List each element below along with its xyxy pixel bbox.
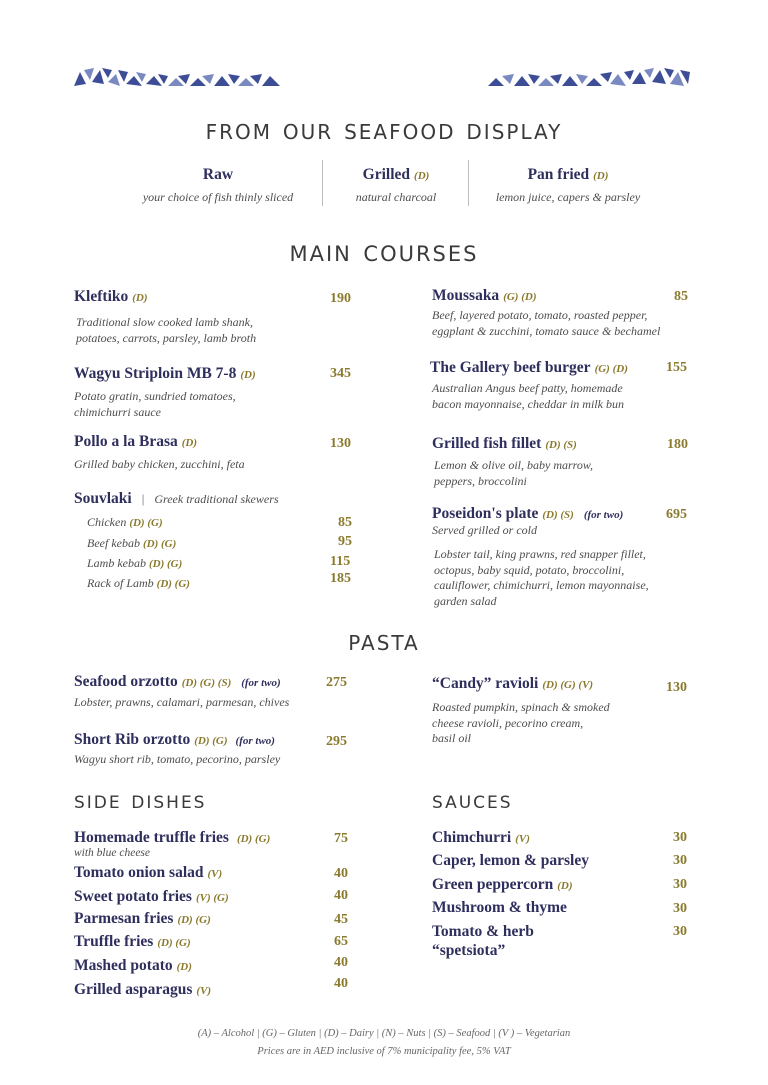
item-name: Parmesan fries — [74, 910, 174, 927]
desc-line: basil oil — [432, 731, 472, 745]
item-name: Mashed potato — [74, 957, 173, 974]
sauce-item — [432, 899, 567, 917]
desc-line: Lobster tail, king prawns, red snapper fillet, — [434, 547, 646, 561]
desc-line: Traditional slow cooked lamb shank, — [76, 315, 253, 329]
item-price: 45 — [334, 912, 348, 927]
item-tag: (D) (G) — [156, 578, 190, 590]
side-dishes-title: side dishes — [74, 786, 207, 814]
item-tag: (D) (G) — [149, 558, 183, 570]
option-desc: your choice of fish thinly sliced — [142, 190, 294, 204]
item-tag: (V) — [196, 985, 212, 997]
item-price: 40 — [334, 955, 348, 970]
item-price: 85 — [338, 515, 352, 530]
item-price: 185 — [330, 571, 351, 586]
item-name: Chimchurri — [432, 829, 512, 846]
item-price: 30 — [673, 830, 687, 845]
souvlaki-item — [87, 576, 190, 593]
dish-price: 130 — [330, 436, 351, 451]
item-price: 30 — [673, 853, 687, 868]
allergen-legend: (A) – Alcohol | (G) – Gluten | (D) – Dairy | (N) – Nuts | (S) – Seafood | (V ) – Vegetarian — [197, 1028, 571, 1039]
item-tag: (D) (G) — [236, 833, 271, 845]
dish-name: Poseidon's plate — [432, 505, 539, 522]
item-name: Rack of Lamb — [87, 576, 154, 590]
side-item — [74, 957, 192, 975]
dish-price: 155 — [666, 360, 687, 375]
dish-moussaka — [432, 287, 536, 305]
divider — [322, 160, 323, 206]
desc-line: garden salad — [434, 593, 497, 608]
dish-tag: (D) (G) — [194, 735, 228, 747]
dish-name: Seafood orzotto — [74, 673, 178, 690]
side-item — [74, 933, 191, 951]
item-price: 40 — [334, 888, 348, 903]
dish-name: Short Rib orzotto — [74, 731, 191, 748]
dish-desc: Greek traditional skewers — [154, 492, 279, 506]
dish-candy-ravioli — [432, 675, 593, 693]
sauce-item — [432, 876, 573, 894]
item-sub: with blue cheese — [74, 847, 151, 859]
dish-tag: (G) (D) — [503, 291, 537, 303]
side-item — [74, 981, 211, 999]
item-price: 65 — [334, 934, 348, 949]
dish-tag: (D) — [132, 292, 148, 304]
dish-kleftiko — [74, 288, 148, 306]
item-price: 30 — [673, 924, 687, 939]
dish-price: 695 — [666, 507, 687, 522]
dish-tag: (D) (S) — [542, 509, 574, 521]
dish-desc: Wagyu short rib, tomato, pecorino, parsley — [74, 752, 281, 766]
option-name: Pan fried — [527, 166, 590, 183]
option-name: Raw — [202, 166, 234, 183]
item-tag: (D) — [176, 961, 192, 973]
seafood-option-grilled — [340, 166, 452, 206]
item-tag: (D) (G) — [177, 914, 211, 926]
item-price: 40 — [334, 976, 348, 991]
souvlaki-item — [87, 515, 163, 532]
dish-name: Moussaka — [432, 287, 500, 304]
dish-pollo-a-la-brasa — [74, 433, 197, 451]
dish-tag: (D) — [240, 369, 256, 381]
option-name: Grilled — [362, 166, 411, 183]
item-tag: (D) (G) — [129, 517, 163, 529]
option-tag: (D) — [414, 170, 430, 182]
side-item — [74, 864, 222, 882]
dish-desc: Lobster, prawns, calamari, parmesan, chives — [74, 695, 290, 709]
dish-seafood-orzotto — [74, 673, 281, 691]
sauce-item — [432, 829, 530, 847]
dish-name: The Gallery beef burger — [430, 359, 591, 376]
item-name: Sweet potato fries — [74, 888, 192, 905]
dish-short-rib-orzotto — [74, 731, 275, 749]
item-name: Tomato onion salad — [74, 864, 204, 881]
dish-tag: (G) (D) — [594, 363, 628, 375]
dish-name: Grilled fish fillet — [432, 435, 542, 452]
item-name: Grilled asparagus — [74, 981, 193, 998]
dish-desc — [76, 315, 256, 346]
item-price: 30 — [673, 901, 687, 916]
item-tag: (V) (G) — [195, 892, 229, 904]
sauces-title: sauces — [432, 786, 513, 814]
desc-line: octopus, baby squid, potato, broccolini, — [434, 562, 625, 577]
mosaic-right-ornament — [484, 64, 696, 90]
for-two-label: (for two) — [241, 677, 281, 689]
dish-desc — [434, 458, 593, 489]
desc-line: Potato gratin, sundried tomatoes, — [74, 389, 236, 403]
item-name: Caper, lemon & parsley — [432, 852, 589, 869]
separator: | — [141, 491, 145, 506]
desc-line: Australian Angus beef patty, homemade — [432, 381, 623, 395]
item-name: Mushroom & thyme — [432, 899, 567, 916]
dish-desc — [432, 381, 624, 412]
sauce-item — [432, 852, 589, 870]
dish-price: 295 — [326, 734, 347, 749]
pasta-title: pasta — [348, 624, 420, 657]
item-name-line2: “spetsiota” — [432, 942, 506, 959]
dish-desc — [74, 389, 236, 420]
dish-tag: (D) (G) (V) — [542, 679, 594, 691]
sauce-item — [432, 922, 534, 960]
item-price: 30 — [673, 877, 687, 892]
dish-price: 130 — [666, 680, 687, 695]
for-two-label: (for two) — [583, 509, 624, 521]
souvlaki-item — [87, 556, 182, 573]
dish-sub: Served grilled or cold — [432, 523, 537, 537]
item-tag: (D) (G) — [157, 937, 191, 949]
dish-price: 190 — [330, 291, 351, 306]
item-name: Beef kebab — [87, 536, 140, 550]
for-two-label: (for two) — [235, 735, 275, 747]
dish-grilled-fish-fillet — [432, 435, 577, 453]
dish-desc: Grilled baby chicken, zucchini, feta — [74, 457, 245, 471]
item-price: 95 — [338, 534, 352, 549]
dish-name: Souvlaki — [74, 490, 132, 507]
item-name: Homemade truffle fries — [74, 829, 229, 846]
souvlaki-header — [74, 490, 279, 508]
seafood-option-raw — [140, 166, 296, 206]
option-desc: natural charcoal — [355, 190, 437, 204]
desc-line: chimichurri sauce — [74, 404, 161, 419]
desc-line: peppers, broccolini — [434, 473, 527, 488]
side-item — [74, 829, 270, 847]
desc-line: bacon mayonnaise, cheddar in milk bun — [432, 396, 624, 411]
dish-tag: (D) (S) — [545, 439, 577, 451]
desc-line: Roasted pumpkin, spinach & smoked — [432, 700, 610, 714]
price-note: Prices are in AED inclusive of 7% municipality fee, 5% VAT — [257, 1046, 511, 1057]
option-tag: (D) — [593, 170, 609, 182]
dish-name: Pollo a la Brasa — [74, 433, 178, 450]
side-item — [74, 910, 211, 928]
dish-name: “Candy” ravioli — [432, 675, 539, 692]
seafood-title: from our seafood display — [205, 113, 563, 146]
desc-line: cheese ravioli, pecorino cream, — [432, 715, 584, 730]
item-name: Chicken — [87, 515, 127, 529]
item-tag: (V) — [515, 833, 530, 845]
dish-desc — [434, 547, 649, 609]
main-courses-title: main courses — [289, 234, 479, 269]
mosaic-left-ornament — [72, 64, 284, 90]
item-price: 75 — [334, 831, 348, 846]
divider — [468, 160, 469, 206]
dish-desc — [432, 308, 660, 339]
dish-price: 275 — [326, 675, 347, 690]
item-name: Green peppercorn — [432, 876, 554, 893]
item-name: Truffle fries — [74, 933, 154, 950]
item-tag: (V) — [207, 868, 223, 880]
dish-tag: (D) (G) (S) — [181, 677, 232, 689]
seafood-option-pan-fried — [484, 166, 652, 206]
dish-price: 85 — [674, 289, 688, 304]
dish-desc — [432, 700, 610, 747]
item-tag: (D) (G) — [142, 538, 177, 550]
desc-line: Beef, layered potato, tomato, roasted pepper, — [432, 308, 648, 322]
desc-line: potatoes, carrots, parsley, lamb broth — [76, 330, 257, 345]
dish-tag: (D) — [181, 437, 198, 449]
dish-price: 345 — [330, 366, 351, 381]
item-price: 115 — [330, 554, 351, 569]
dish-wagyu-striploin — [74, 365, 256, 383]
souvlaki-item — [87, 536, 176, 553]
dish-poseidons-plate — [432, 505, 623, 523]
dish-name: Kleftiko — [74, 288, 129, 305]
item-name: Lamb kebab — [87, 556, 146, 570]
desc-line: cauliflower, chimichurri, lemon mayonnaise, — [434, 578, 649, 592]
item-tag: (D) — [557, 880, 573, 892]
dish-gallery-beef-burger — [430, 359, 628, 377]
side-item — [74, 888, 229, 906]
desc-line: eggplant & zucchini, tomato sauce & bechamel — [432, 323, 661, 338]
item-price: 40 — [334, 866, 348, 881]
dish-name: Wagyu Striploin MB 7-8 — [74, 365, 237, 382]
desc-line: Lemon & olive oil, baby marrow, — [434, 458, 593, 472]
option-desc: lemon juice, capers & parsley — [495, 190, 641, 204]
dish-price: 180 — [667, 437, 688, 452]
item-name: Tomato & herb — [432, 923, 534, 940]
